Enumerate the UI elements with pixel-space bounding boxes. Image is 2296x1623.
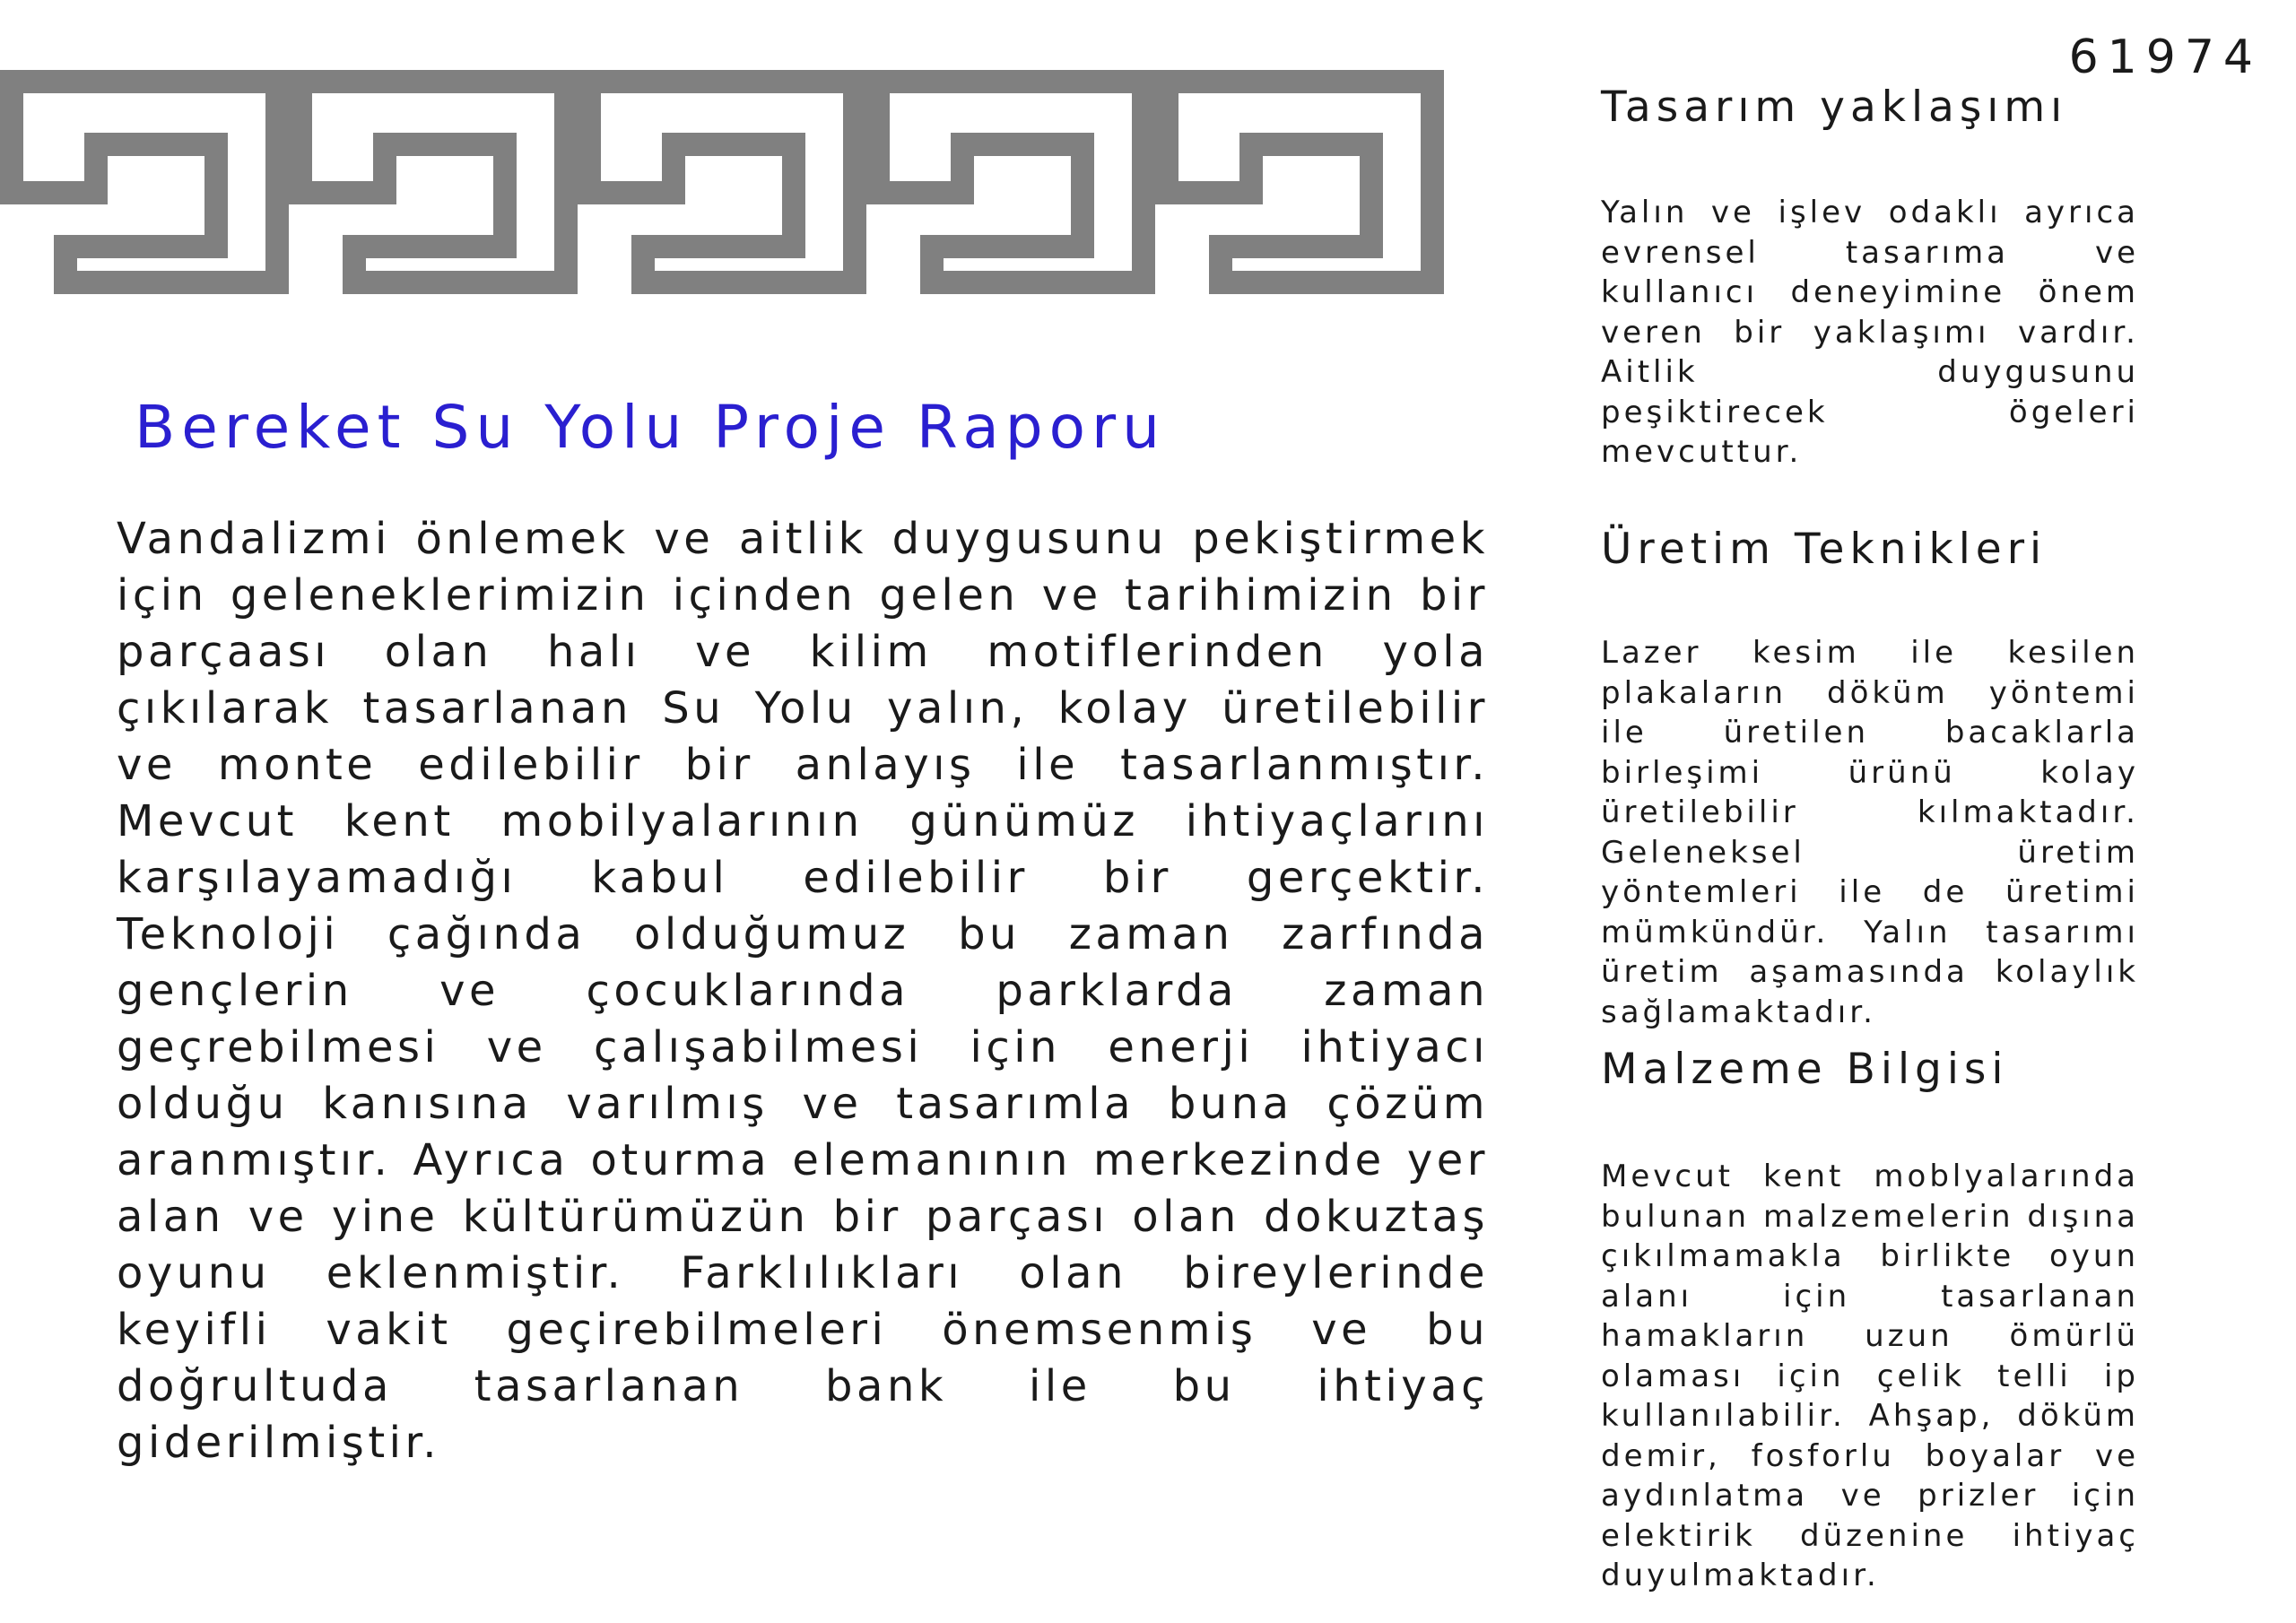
section-heading: Üretim Teknikleri <box>1601 525 2048 574</box>
greek-key-pattern <box>0 70 1444 317</box>
section-material-info <box>1601 1045 2139 1596</box>
meander-ornament <box>0 70 1444 317</box>
section-design-approach <box>1601 82 2139 473</box>
section-text: Lazer kesim ile kesilen plakaların döküm yöntemi ile üretilen bacaklarla birleşimi ürünü kolay üretilebilir kılmaktadır. Geleneksel üretim yöntemleri ile de üretimi mümkündür. Yalın tasarımı üretim aşamasında kolaylık sağlamaktadır. <box>1601 635 2139 1030</box>
section-text: Yalın ve işlev odaklı ayrıca evrensel tasarıma ve kullanıcı deneyimine önem veren bir yaklaşımı vardır. Aitlik duygusunu peşiktirecek ögeleri mevcuttur. <box>1601 195 2139 470</box>
page-title: Bereket Su Yolu Proje Raporu <box>135 393 1167 462</box>
section-production-techniques <box>1601 525 2139 1032</box>
main-description: Vandalizmi önlemek ve aitlik duygusunu pekiştirmek için geleneklerimizin içinden gelen ve tarihimizin bir parçaası olan halı ve kilim motiflerinden yola çıkılarak tasarlanan Su Yolu yalın, kolay üretilebilir ve monte edilebilir bir anlayış ile tasarlanmıştır. Mevcut kent mobilyalarının günümüz ihtiyaçlarını karşılayamadığı kabul edilebilir bir gerçektir. Teknoloji çağında olduğumuz bu zaman zarfında gençlerin ve çocuklarında parklarda zaman geçrebilmesi ve çalışabilmesi için enerji ihtiyacı olduğu kanısına varılmış ve tasarımla buna çözüm aranmıştır. Ayrıca oturma elemanının merkezinde yer alan ve yine kültürümüzün bir parçası olan dokuztaş oyunu eklenmiştir. Farklılıkları olan bireylerinde keyifli vakit geçirebilmeleri önemsenmiş ve bu doğrultuda tasarlanan bank ile bu ihtiyaç giderilmiştir. <box>117 514 1489 1468</box>
section-heading: Tasarım yaklaşımı <box>1601 82 2068 132</box>
section-heading: Malzeme Bilgisi <box>1601 1045 2009 1094</box>
section-text: Mevcut kent moblyalarında bulunan malzemelerin dışına çıkılmamakla birlikte oyun alanı için tasarlanan hamakların uzun ömürlü olaması için çelik telli ip kullanılabilir. Ahşap, döküm demir, fosforlu boyalar ve aydınlatma ve prizler için elektirik düzenine ihtiyaç duyulmaktadır. <box>1601 1159 2139 1593</box>
project-number: 61974 <box>2068 30 2262 84</box>
